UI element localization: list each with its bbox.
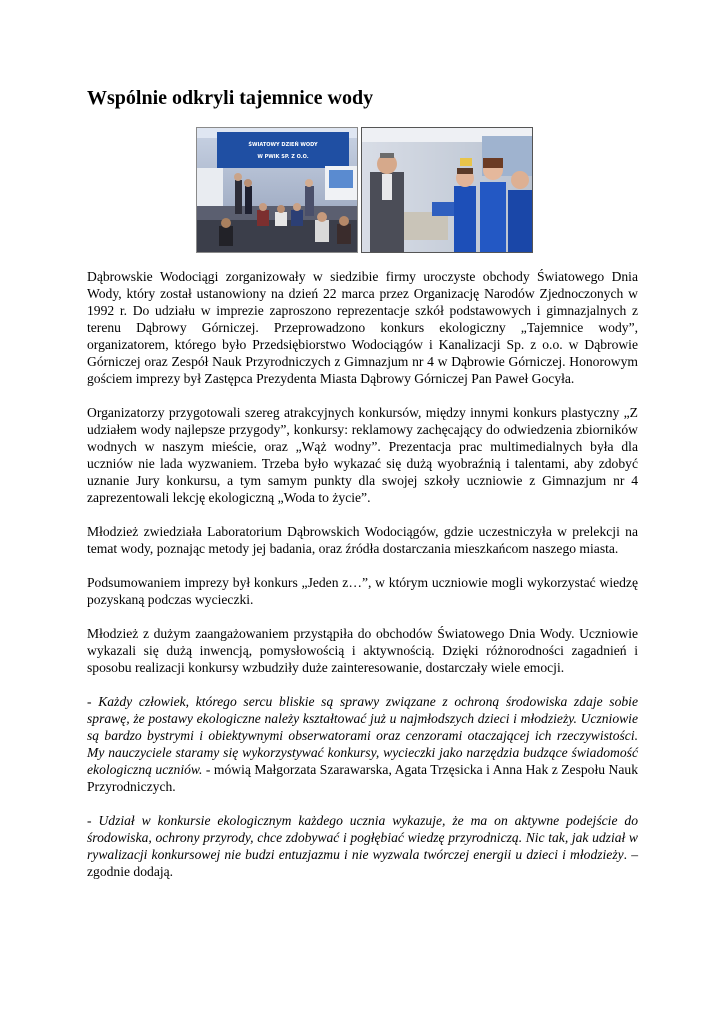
students-image [362,128,532,252]
article-title: Wspólnie odkryli tajemnice wody [87,87,374,109]
teacher-quote-text: - Każdy człowiek, którego sercu bliskie są sprawy związane z ochroną środowiska zdaje sobie sprawę, że postawy ekologiczne należy kształtować już u najmłodszych dzieci i młodzieży. Uczniowie są bardzo bystrymi i obiektywnymi obserwatorami oraz cenzorami otaczającej ich rzeczywistości. My nauczyciele staramy się wykorzystywać konkursy, wycieczki jako narzędzia budzące świadomość ekologiczną uczniów. [87,694,638,777]
banner-line-1: ŚWIATOWY DZIEŃ WODY [248,142,318,148]
article-paragraph: Organizatorzy przygotowali szereg atrakcyjnych konkursów, między innymi konkurs plastyczny „Z udziałem wody najlepsze przygody”, konkursy: reklamowy zachęcający do odwiedzenia zbiorników wodnych w naszym mieście, oraz „Wąż wodny”. Prezentacja prac multimedialnych była dla uczniów nie lada wyzwaniem. Trzeba było wykazać się dużą wyobraźnią i talentami, aby zdobyć uznanie Jury konkursu, a tym samym punkty dla swojej szkoły uczniowie z Gimnazjum nr 4 zaprezentowali lekcję ekologiczną „Woda to życie”. [87,405,638,505]
article-paragraph: Młodzież z dużym zaangażowaniem przystąpiła do obchodów Światowego Dnia Wody. Uczniowie wykazali się dużą inwencją, pomysłowością i aktywnością. Dzięki różnorodności zagadnień i sposobu realizacji konkursy wzbudziły duże zainteresowanie, dostarczały wiele emocji. [87,626,638,675]
photo-strip [196,127,534,253]
teacher-quote-attribution: - mówią Małgorzata Szarawarska, Agata Trzęsicka i Anna Hak z Zespołu Nauk Przyrodniczych. [87,762,638,794]
closing-quote-text: - Udział w konkursie ekologicznym każdego ucznia wykazuje, że ma on aktywne podejście do środowiska, ochrony przyrody, chce zdobywać i pogłębiać wiedzę przyrodniczą. Nic tak, jak udział w rywalizacji konkursowej nie budzi entuzjazmu i nie wyzwala twórczej energii u dzieci i młodzieży [87,813,638,862]
banner-line-2: W PWIK SP. Z O.O. [257,154,309,160]
article-body [87,268,638,897]
article-paragraph: Młodzież zwiedziała Laboratorium Dąbrowskich Wodociągów, gdzie uczestniczyła w prelekcji na temat wody, poznając metody jej badania, oraz źródła dostarczania mieszkańcom naszego miasta. [87,524,638,556]
student-shape [508,190,532,252]
teacher-quote [87,693,638,795]
closing-quote [87,812,638,880]
event-hall-photo [196,127,358,253]
student-shape [454,186,476,252]
article-paragraph: Dąbrowskie Wodociągi zorganizowały w siedzibie firmy uroczyste obchody Światowego Dnia Wody, który został ustanowiony na dzień 22 marca przez Organizację Narodów Zjednoczonych w 1992 r. Do udziału w imprezie zaproszono reprezentacje szkół podstawowych i gimnazjalnych z terenu Dąbrowy Górniczej. Przeprowadzono konkurs ekologiczny „Tajemnice wody”, organizatorem, którego było Przedsiębiorstwo Wodociągów i Kanalizacji Sp. z o.o. w Dąbrowie Górniczej oraz Zespół Nauk Przyrodniczych z Gimnazjum nr 4 w Dąbrowie Górniczej. Honorowym gościem imprezy był Zastępca Prezydenta Miasta Dąbrowy Górniczej Pan Paweł Gocyła. [87,269,638,386]
students-photo [361,127,533,253]
event-hall-image [197,128,357,252]
closing-quote-attribution: . – zgodnie dodają. [87,847,638,879]
student-shape [480,182,506,252]
banner-shape [217,132,349,168]
article-paragraph: Podsumowaniem imprezy był konkurs „Jeden z…”, w którym uczniowie mogli wykorzystać wiedzę pozyskaną podczas wycieczki. [87,575,638,607]
